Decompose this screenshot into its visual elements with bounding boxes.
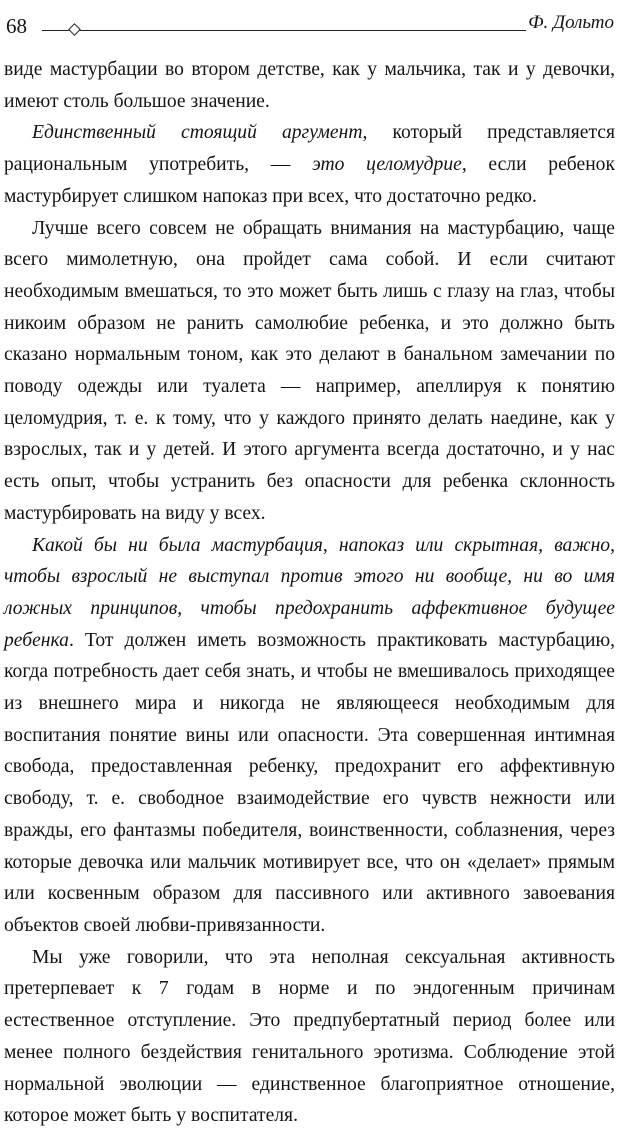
running-header [6,8,614,42]
paragraph-text: виде мастурбации во втором детстве, как у мальчика, так и у девочки, имеют столь большое значение. [4,59,615,112]
running-author: Ф. Дольто [528,12,614,33]
paragraph-text: Мы уже говорили, что эта неполная сексуальная активность претерпевает к 7 годам в норме и по эндогенным причинам естественное отступление. Это предпубертатный период более или менее полного бездействия генитального эротизма. Соблюдение этой нормальной эволюции — единственное благоприятное отношение, которое может быть у воспитателя. [4,946,615,1127]
paragraph-text: Лучше всего совсем не обращать внимания на мастурбацию, чаще всего мимолетную, она пройдет сама собой. И если считают необходимым вмешаться, то это может быть лишь с глазу на глаз, чтобы никоим образом не ранить самолюбие ребенка, и это должно быть сказано нормальным тоном, как это делают в банальном замечании по поводу одежды или туалета — например, апеллируя к понятию целомудрия, т. е. к тому, что у каждого принято делать наедине, как у взрослых, так и у детей. И этого аргумента всегда достаточно, и у нас есть опыт, чтобы устранить без опасности для ребенка склонность мастурбировать на виду у всех. [4,217,615,524]
page-body [4,54,615,1132]
paragraph [4,530,615,942]
diamond-ornament-icon [68,23,81,36]
paragraph-continued [4,54,615,117]
paragraph-text: , который представляется рациональным употребить, — [4,122,615,176]
italic-phrase: Единственный стоящий аргумент [32,122,363,144]
italic-phrase: это целомудрие [312,154,462,176]
italic-phrase: Какой бы ни была мастурбация, напоказ или скрытная, важно, чтобы взрослый не выступал против этого ни вообще, ни во имя ложных принципов, чтобы предохранить аффективное будущее ребенка [4,534,615,651]
paragraph-text: . Тот должен иметь возможность практиковать мастурбацию, когда потребность дает себя знать, и чтобы не вмешивалось приходящее из внешнего мира и никогда не являющееся необходимым для воспитания понятие вины или опасности. Эта совершенная интимная свобода, предоставленная ребенку, предохранит его аффективную свободу, т. е. свободное взаимодействие его чувств нежности или вражды, его фантазмы победителя, воинственности, соблазнения, через которые девочка или мальчик мотивирует все, что он «делает» прямым или косвенным образом для пассивного или активного завоевания объектов своей любви-привязанности. [4,629,615,936]
page-number: 68 [6,14,27,38]
paragraph [4,117,615,212]
header-rule [42,30,526,31]
paragraph [4,942,615,1132]
paragraph [4,213,615,530]
paragraph-text: , если ребенок мастурбирует слишком напоказ при всех, что достаточно редко. [4,154,615,207]
